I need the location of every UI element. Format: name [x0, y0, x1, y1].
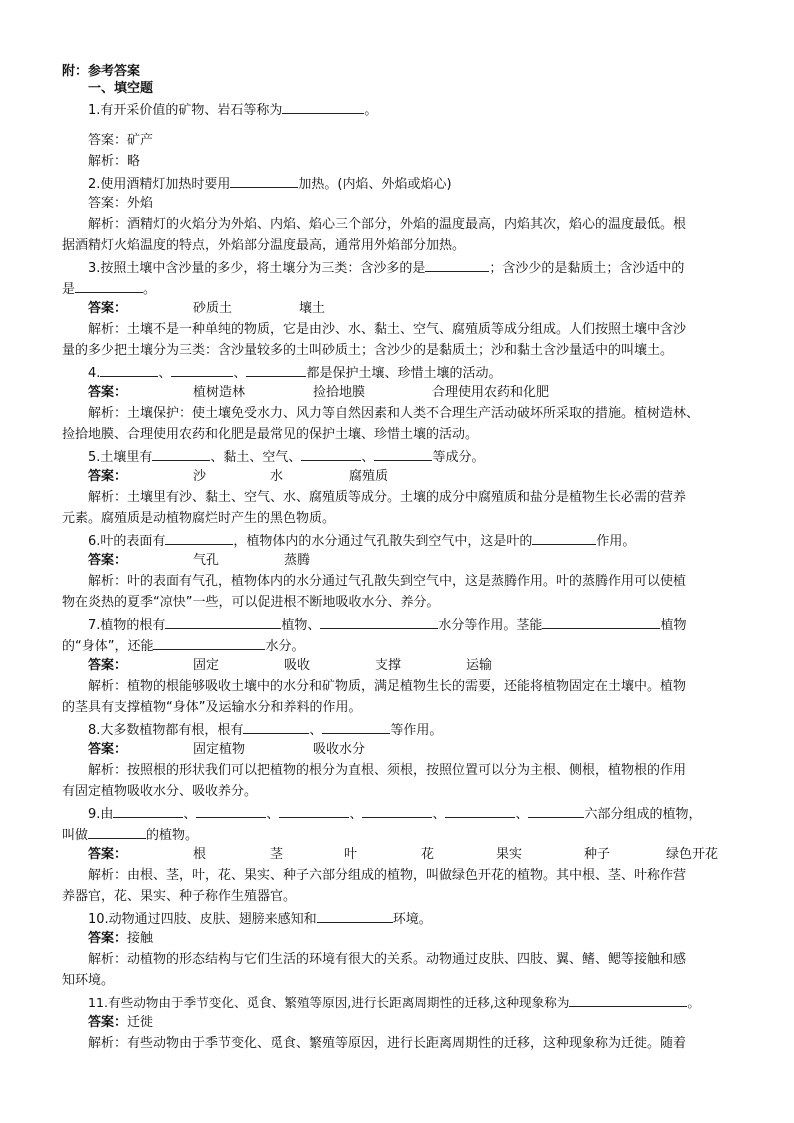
answer-blank [165, 615, 281, 629]
explanation-10-line-1: 解析：动植物的形态结构与它们生活的环境有很大的关系。动物通过皮肤、四肢、翼、鳍、鳃等接触和感 [88, 952, 687, 967]
explanation-9-line-2: 养器官，花、果实、种子称作生殖器官。 [62, 889, 297, 904]
answer-7-item: 运输 [466, 658, 493, 673]
explanation-6-line-2: 物在炎热的夏季“凉快”一些，可以促进根不断地吸收水分、养分。 [62, 595, 440, 610]
answer-7-item: 吸收 [284, 658, 311, 673]
question-1: 1.有开采价值的矿物、岩石等称为 。 [88, 100, 377, 118]
question-7-line-2: 的“身体”，还能 水分。 [62, 636, 305, 654]
answer-3-item: 砂质土 [193, 301, 233, 316]
explanation-10-line-2: 知环境。 [62, 973, 115, 988]
answer-5-item: 沙 [193, 469, 207, 484]
question-7-line-1: 7.植物的根有 植物、 水分等作用。茎能 植物 [88, 615, 686, 633]
answer-blank [165, 531, 233, 545]
answer-blank [425, 258, 489, 272]
answer-blank [301, 447, 361, 461]
answer-6-label: 答案： [88, 553, 128, 568]
question-4: 4. 、 、 都是保护土壤、珍惜土壤的活动。 [88, 363, 501, 381]
appendix-heading: 附：参考答案 [62, 64, 141, 79]
explanation-4-line-1: 解析：土壤保护：使土壤免受水力、风力等自然因素和人类不合理生产活动破坏所采取的措施。植树造林、 [88, 406, 700, 421]
answer-8-label: 答案： [88, 742, 128, 757]
answer-9-item: 种子 [584, 847, 611, 862]
answer-blank [445, 804, 515, 818]
answer-blank [362, 804, 432, 818]
answer-9-item: 叶 [344, 847, 358, 862]
answer-blank [322, 720, 390, 734]
explanation-8-line-1: 解析：按照根的形状我们可以把植物的根分为直根、须根，按照位置可以分为主根、侧根，植物根的作用 [88, 763, 687, 778]
answer-blank [317, 909, 393, 923]
answer-blank [88, 825, 146, 839]
question-11: 11.有些动物由于季节变化、觅食、繁殖等原因,进行长距离周期性的迁移,这种现象称为 。 [88, 995, 701, 1010]
answer-7-label: 答案： [88, 658, 128, 673]
answer-2: 答案：外焰 [88, 196, 154, 211]
answer-9-item: 绿色开花 [666, 847, 719, 862]
explanation-3-line-1: 解析：土壤不是一种单纯的物质，它是由沙、水、黏土、空气、腐殖质等成分组成。人们按照土壤中含沙 [88, 322, 687, 337]
answer-blank [532, 531, 596, 545]
explanation-5-line-1: 解析：土壤里有沙、黏土、空气、水、腐殖质等成分。土壤的成分中腐殖质和盐分是植物生长必需的营养 [88, 490, 687, 505]
section-heading: 一、填空题 [88, 81, 154, 96]
answer-blank [542, 615, 660, 629]
answer-6-item: 气孔 [193, 553, 220, 568]
answer-9-item: 果实 [496, 847, 523, 862]
answer-4-label: 答案： [88, 385, 128, 400]
answer-7-item: 固定 [193, 658, 220, 673]
answer-blank [243, 720, 309, 734]
answer-3-label: 答案： [88, 301, 128, 316]
answer-9-label: 答案： [88, 847, 128, 862]
answer-blank [282, 100, 364, 114]
answer-8-item: 固定植物 [193, 742, 246, 757]
answer-blank [246, 363, 306, 377]
answer-8-item: 吸收水分 [313, 742, 366, 757]
explanation-3-line-2: 量的多少把土壤分为三类：含沙量较多的土叫砂质土；含沙少的是黏质土；沙和黏土含沙量适中的叫壤土。 [62, 343, 674, 358]
explanation-11-line-1: 解析：有些动物由于季节变化、觅食、繁殖等原因，进行长距离周期性的迁移，这种现象称为迁徙。随着 [88, 1036, 687, 1051]
answer-9-item: 茎 [270, 847, 284, 862]
explanation-6-line-1: 解析：叶的表面有气孔，植物体内的水分通过气孔散失到空气中，这是蒸腾作用。叶的蒸腾作用可以使植 [88, 574, 687, 589]
answer-4-item: 合理使用农药和化肥 [432, 385, 550, 400]
question-2: 2.使用酒精灯加热时要用 加热。(内焰、外焰或焰心) [88, 174, 452, 192]
answer-blank [171, 363, 233, 377]
answer-4-item: 植树造林 [193, 385, 246, 400]
explanation-7-line-2: 的茎具有支撑植物“身体”及运输水分和养料的作用。 [62, 700, 362, 715]
explanation-4-line-2: 捡拾地膜、合理使用农药和化肥是最常见的保护土壤、珍惜土壤的活动。 [62, 427, 479, 442]
question-9-line-1: 9.由 、 、 、 、 、 六部分组成的植物， [88, 804, 702, 822]
answer-blank [230, 174, 298, 188]
answer-blank [569, 993, 687, 1007]
answer-5-item: 腐殖质 [349, 469, 389, 484]
answer-6-item: 蒸腾 [284, 553, 311, 568]
answer-1: 答案：矿产 [88, 133, 154, 148]
answer-blank [153, 636, 265, 650]
question-10: 10.动物通过四肢、皮肤、翅膀来感知和 环境。 [88, 909, 432, 927]
answer-blank [320, 615, 438, 629]
explanation-8-line-2: 有固定植物吸收水分、吸收养分。 [62, 784, 258, 799]
answer-7-item: 支撑 [375, 658, 402, 673]
question-5: 5.土壤里有 、黏土、空气、 、 等成分。 [88, 447, 484, 465]
answer-blank [152, 447, 210, 461]
explanation-7-line-1: 解析：植物的根能够吸收土壤中的水分和矿物质，满足植物生长的需要，还能将植物固定在土壤中。植物 [88, 679, 687, 694]
question-8: 8.大多数植物都有根，根有 、 等作用。 [88, 720, 442, 738]
answer-9-item: 根 [193, 847, 207, 862]
answer-blank [279, 804, 349, 818]
explanation-2-line-2: 据酒精灯火焰温度的特点，外焰部分温度最高，通常用外焰部分加热。 [62, 238, 466, 253]
explanation-5-line-2: 元素。腐殖质是动植物腐烂时产生的黑色物质。 [62, 511, 336, 526]
answer-9-item: 花 [421, 847, 435, 862]
answer-blank [113, 804, 183, 818]
explanation-9-line-1: 解析：由根、茎，叶，花、果实、种子六部分组成的植物，叫做绿色开花的植物。其中根、茎、叶称作营 [88, 868, 687, 883]
question-6: 6.叶的表面有 ，植物体内的水分通过气孔散失到空气中，这是叶的 作用。 [88, 531, 635, 549]
explanation-1: 解析：略 [88, 154, 141, 169]
answer-10: 答案：接触 [88, 931, 154, 946]
question-9-line-2: 叫做 的植物。 [62, 825, 198, 843]
question-3-line-1: 3.按照土壤中含沙量的多少，将土壤分为三类：含沙多的是 ；含沙少的是黏质土；含沙适中的 [88, 258, 684, 276]
answer-blank [528, 804, 584, 818]
answer-11: 答案：迁徙 [88, 1015, 154, 1030]
answer-5-label: 答案： [88, 469, 128, 484]
answer-5-item: 水 [270, 469, 284, 484]
answer-blank [374, 447, 432, 461]
answer-blank [75, 279, 143, 293]
answer-4-item: 捡拾地膜 [313, 385, 366, 400]
explanation-2-line-1: 解析：酒精灯的火焰分为外焰、内焰、焰心三个部分，外焰的温度最高，内焰其次，焰心的温度最低。根 [88, 217, 687, 232]
answer-blank [196, 804, 266, 818]
answer-blank [100, 363, 158, 377]
answer-3-item: 壤土 [299, 301, 326, 316]
question-3-line-2: 是 。 [62, 279, 156, 297]
